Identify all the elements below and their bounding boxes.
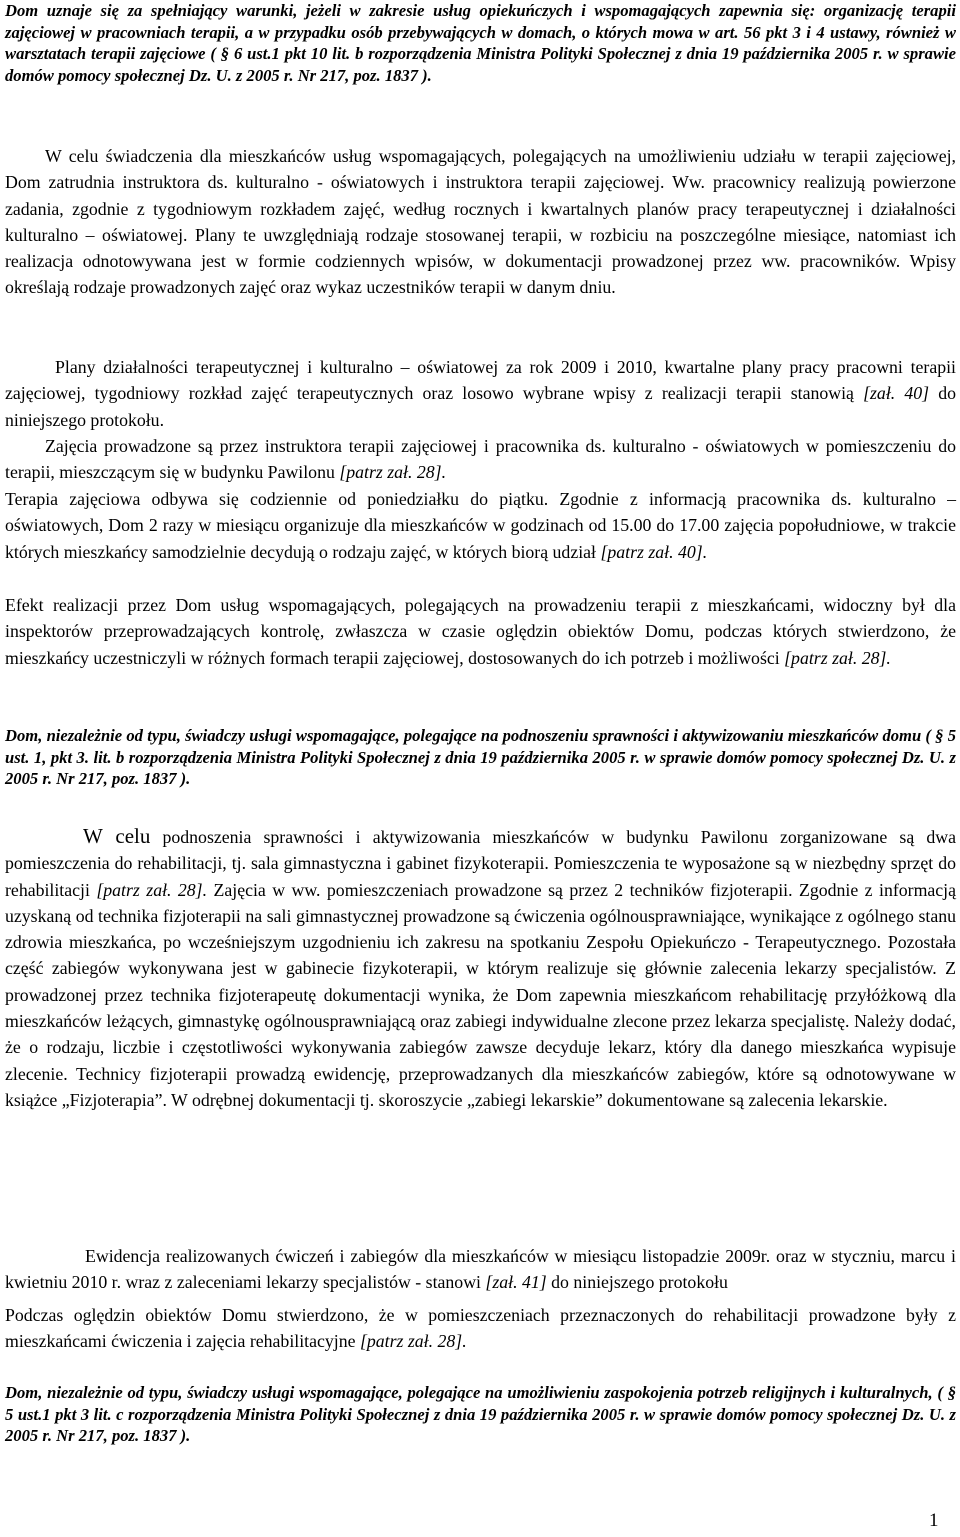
paragraph-ogledziny [5,1302,956,1355]
section-heading-religijne: Dom, niezależnie od typu, świadczy usługi wspomagające, polegające na umożliwieniu zaspokojenia potrzeb religijnych i kulturalnych, ( § 5 ust.1 pkt 3 lit. c rozporządzenia Ministra Polityki Społecznej z dnia 19 października 2005 r. w sprawie domów pomocy społecznej Dz. U. z 2005 r. Nr 217, poz. 1837 ). [5,1383,956,1446]
paragraph-text: do niniejszego protokołu [546,1272,728,1293]
paragraph-terapia-intro: W celu świadczenia dla mieszkańców usług wspomagających, polegających na umożliwieniu udziału w terapii zajęciowej, Dom zatrudnia instruktora ds. kulturalno - oświatowych i instruktora terapii zajęciowej. Ww. pracownicy realizują powierzone zadania, zgodnie z tygodniowym rozkładem zajęć, według rocznych i kwartalnych planów pracy terapeutycznej i działalności kulturalno – oświatowej. Plany te uwzględniają rodzaje stosowanej terapii, w rozbiciu na poszczególne miesiące, natomiast ich realizacja odnotowywana jest w formie codziennych wpisów, w dokumentacji prowadzonej przez ww. pracowników. Wpisy określają rodzaje prowadzonych zajęć oraz wykaz uczestników terapii w danym dniu. [5,146,956,298]
paragraph-text: podnoszenia sprawności i aktywizowania mieszkańców w budynku Pawilonu zorganizowane są dwa pomieszczenia do rehabilitacji, tj. sala gimnastyczna i gabinet fizykoterapii. Pomieszczenia te wyposażone są w niezbędny sprzęt do rehabilitacji [5,827,956,900]
attachment-reference: [patrz zał. 28]. [784,647,891,668]
paragraph-text: Ewidencja realizowanych ćwiczeń i zabiegów dla mieszkańców w miesiącu listopadzie 2009r. oraz w styczniu, marcu i kwietniu 2010 r. wraz z zaleceniami lekarzy specjalistów - stanowi [5,1246,956,1293]
attachment-reference: [patrz zał. 28]. [96,879,208,900]
paragraph-ewidencja [5,1243,956,1296]
paragraph-text: Plany działalności terapeutycznej i kulturalno – oświatowej za rok 2009 i 2010, kwartalne plany pracy pracowni terapii zajęciowej, tygodniowy rozkład zajęć terapeutycznych oraz losowo wybrane wpisy z realizacji terapii stanowią [5,357,956,404]
attachment-reference: [zał. 40] [863,383,930,404]
paragraph-text: Zajęcia w ww. pomieszczeniach prowadzone są przez 2 techników fizjoterapii. Zgodnie z informacją uzyskaną od technika fizjoterapii na sali gimnastycznej prowadzone są ćwiczenia ogólnousprawniające, wynikające z ogólnego stanu zdrowia mieszkańca, po wcześniejszym uzgodnieniu ich zakresu na spotkaniu Zespołu Opiekuńczo - Terapeutycznego. Pozostała część zabiegów wykonywana jest w gabinecie fizykoterapii, w którym realizuje się głównie zalecenia lekarzy specjalistów. Z prowadzonej przez technika fizjoterapeutę dokumentacji wynika, że Dom zapewnia mieszkańcom rehabilitację przyłóżkową dla mieszkańców leżących, gimnastykę ogólnousprawniającą oraz zabiegi indywidualne zlecone przez lekarza specjalistę. Należy dodać, że o rodzaju, liczbie i częstotliwości wykonywania zabiegów zawsze decyduje lekarz, który dla danego mieszkańca wypisuje zlecenie. Technicy fizjoterapii prowadzą ewidencję, przeprowadzanych dla mieszkańców zabiegów, które są odnotowywane w książce „Fizjoterapia”. W odrębnej dokumentacji tj. skoroszycie „zabiegi lekarskie” dokumentowane są zalecenia lekarskie. [5,879,957,1110]
section-heading-terapia: Dom uznaje się za spełniający warunki, jeżeli w zakresie usług opiekuńczych i wspomagających zapewnia się: organizację terapii zajęciowej w pracowniach terapii, a w przypadku osób przebywających w domach, o których mowa w art. 56 pkt 3 i 4 ustawy, również w warsztatach terapii zajęciowe ( § 6 ust.1 pkt 10 lit. b rozporządzenia Ministra Polityki Społecznej z dnia 19 października 2005 r. w sprawie domów pomocy społecznej Dz. U. z 2005 r. Nr 217, poz. 1837 ). [5,1,956,85]
attachment-reference: [zał. 41] [485,1272,547,1293]
paragraph-plany [5,354,956,433]
attachment-reference: [patrz zał. 28]. [339,462,447,483]
paragraph-text: Podczas oględzin obiektów Domu stwierdzono, że w pomieszczeniach przeznaczonych do rehabilitacji prowadzone były z mieszkańcami ćwiczenia i zajęcia rehabilitacyjne [5,1305,956,1352]
paragraph-text: Terapia zajęciowa odbywa się codziennie od poniedziałku do piątku. Zgodnie z informacją pracownika ds. kulturalno – oświatowych, Dom 2 razy w miesiącu organizuje dla mieszkańców w godzinach od 15.00 do 17.00 zajęcia popołudniowe, w trakcie których mieszkańcy samodzielnie decydują o rodzaju zajęć, w których biorą udział [5,489,956,562]
section-heading-rehabilitacja: Dom, niezależnie od typu, świadczy usługi wspomagające, polegające na podnoszeniu sprawności i aktywizowaniu mieszkańców domu ( § 5 ust. 1, pkt 3. lit. b rozporządzenia Ministra Polityki Społecznej z dnia 19 października 2005 r. w sprawie domów pomocy społecznej Dz. U. z 2005 r. Nr 217, poz. 1837 ). [5,726,956,789]
paragraph-lead: W celu [83,824,151,848]
paragraph-rehabilitacja [5,823,956,1113]
paragraph-text: do niniejszego protokołu. [5,383,957,430]
attachment-reference: [patrz zał. 40]. [600,541,708,562]
page-number: 1 [929,1510,939,1531]
paragraph-text: Zajęcia prowadzone są przez instruktora terapii zajęciowej i pracownika ds. kulturalno - oświatowych w pomieszczeniu do terapii, mieszczącym się w budynku Pawilonu [5,436,956,483]
paragraph-zajecia [5,433,956,486]
attachment-reference: [patrz zał. 28]. [359,1331,467,1352]
paragraph-terapia-harmonogram [5,486,956,565]
paragraph-text: Efekt realizacji przez Dom usług wspomagających, polegających na prowadzeniu terapii z mieszkańcami, widoczny był dla inspektorów przeprowadzających kontrolę, zwłaszcza w czasie oględzin obiektów Domu, podczas których stwierdzono, że mieszkańcy uczestniczyli w różnych formach terapii zajęciowej, dostosowanych do ich potrzeb i możliwości [5,595,956,668]
paragraph-efekt [5,592,956,671]
